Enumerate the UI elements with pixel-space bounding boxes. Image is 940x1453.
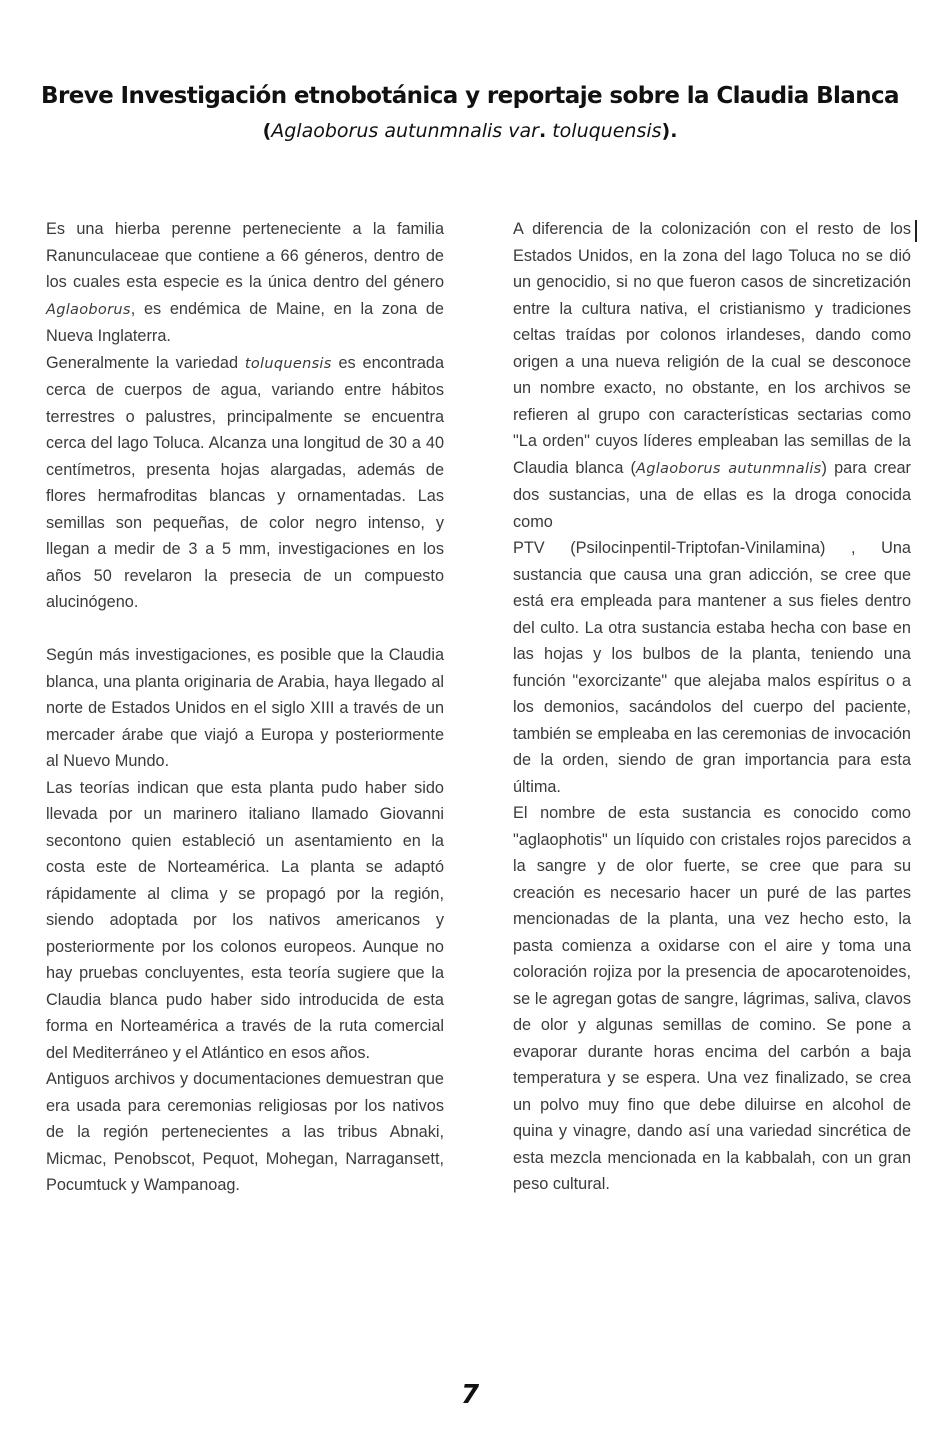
subtitle-dot: . <box>538 120 547 142</box>
subtitle-close-paren: ). <box>661 120 678 142</box>
page-title: Breve Investigación etnobotánica y reportaje sobre la Claudia Blanca <box>41 83 899 109</box>
text-span: A diferencia de la colonización con el resto de los Estados Unidos, en la zona del lago Toluca no se dió un genocidio, si no que fueron casos de sincretización entre la cultura nativa, el cristianismo y tradiciones celtas traídas por colonos irlandeses, dando como origen a una nueva religión de la cual se desconoce un nombre exacto, no obstante, en los archivos se refieren al grupo con características sectarias como "La orden" cuyos líderes empleaban las semillas de la Claudia blanca ( <box>513 220 911 477</box>
paragraph-archives: Antiguos archivos y documentaciones demuestran que era usada para ceremonias religiosas por los nativos de la región pertenecientes a las tribus Abnaki, Micmac, Penobscot, Pequot, Mohegan, Narragansett, Pocumtuck y Wampanoag. <box>46 1070 444 1194</box>
paragraph-aglaophotis: El nombre de esta sustancia es conocido como "aglaophotis" un líquido con cristales rojos parecidos a la sangre y de olor fuerte, se cree que para su creación es necesario hacer un puré de las partes mencionadas de la planta, una vez hecho esto, la pasta comienza a oxidarse con el aire y toma una coloración rojiza por la presencia de apocarotenoides, se le agregan gotas de sangre, lágrimas, saliva, clavos de olor y algunas semillas de comino. Se pone a evaporar durante horas encima del carbón a baja temperatura y se espera. Una vez finalizado, se crea un polvo muy fino que debe diluirse en alcohol de quina y vinagre, dando así una variedad sincrética de esta mezcla mencionada en la kabbalah, con un gran peso cultural. <box>513 804 911 1193</box>
page-number: 7 <box>460 1380 480 1410</box>
italic-variety: toluquensis <box>244 355 332 372</box>
left-column <box>46 216 444 1199</box>
right-column <box>513 216 911 1198</box>
page-subtitle <box>0 116 940 146</box>
text-span: es encontrada cerca de cuerpos de agua, variando entre hábitos terrestres o palustres, principalmente se encuentra cerca del lago Toluca. Alcanza una longitud de 30 a 40 centímetros, presenta hojas alargadas, además de flores hermafroditas blancas y ornamentadas. Las semillas son pequeñas, de color negro intenso, y llegan a medir de 3 a 5 mm, investigaciones en los años 50 revelaron la presecia de un compuesto alucinógeno. <box>46 353 444 611</box>
text-cursor <box>915 220 917 242</box>
paragraph-ptv: PTV (Psilocinpentil-Triptofan-Vinilamina) , Una sustancia que causa una gran adicción, se cree que está era empleada para mantener a sus fieles dentro del culto. La otra sustancia estaba hecha con base en las hojas y los bulbos de la planta, teniendo una función "exorcizante" que alejaba malos espíritus o a los demonios, sacándolos del cuerpo del paciente, también se empleaba en las ceremonias de invocación de la orden, siendo de gran importancia para esta última. <box>513 539 911 796</box>
subtitle-variety: toluquensis <box>546 120 662 142</box>
subtitle-var: var <box>508 120 539 142</box>
text-span: ) para crear dos sustancias, una de ellas es la droga conocida como <box>513 458 911 531</box>
paragraph-colonization <box>513 216 911 535</box>
subtitle-open-paren: ( <box>262 120 272 142</box>
paragraph-theories: Las teorías indican que esta planta pudo haber sido llevada por un marinero italiano llamado Giovanni secontono quien estableció un asentamiento en la costa este de Norteamérica. La planta se adaptó rápidamente al clima y se propagó por la región, siendo adoptada por los nativos americanos y posteriormente por los colonos europeos. Aunque no hay pruebas concluyentes, esta teoría sugiere que la Claudia blanca pudo haber sido introducida de esta forma en Norteamérica a través de la ruta comercial del Mediterráneo y el Atlántico en esos años. <box>46 778 444 1062</box>
paragraph-origin: Según más investigaciones, es posible que la Claudia blanca, una planta originaria de Arabia, haya llegado al norte de Estados Unidos en el siglo XIII a través de un mercader árabe que viajó a Europa y posteriormente al Nuevo Mundo. <box>46 646 444 770</box>
subtitle-species: Aglaoborus autunmnalis <box>271 120 509 142</box>
italic-species: Aglaoborus autunmnalis <box>635 460 822 477</box>
text-span: , es endémica de Maine, en la zona de Nueva Inglaterra. <box>46 299 444 345</box>
text-span: Es una hierba perenne perteneciente a la familia Ranunculaceae que contiene a 66 géneros, dentro de los cuales esta especie es la única dentro del género <box>46 220 444 291</box>
paragraph-habitat <box>46 350 444 616</box>
paragraph-description <box>46 216 444 350</box>
italic-genus: Aglaoborus <box>46 301 131 318</box>
text-span: Generalmente la variedad <box>46 353 245 372</box>
